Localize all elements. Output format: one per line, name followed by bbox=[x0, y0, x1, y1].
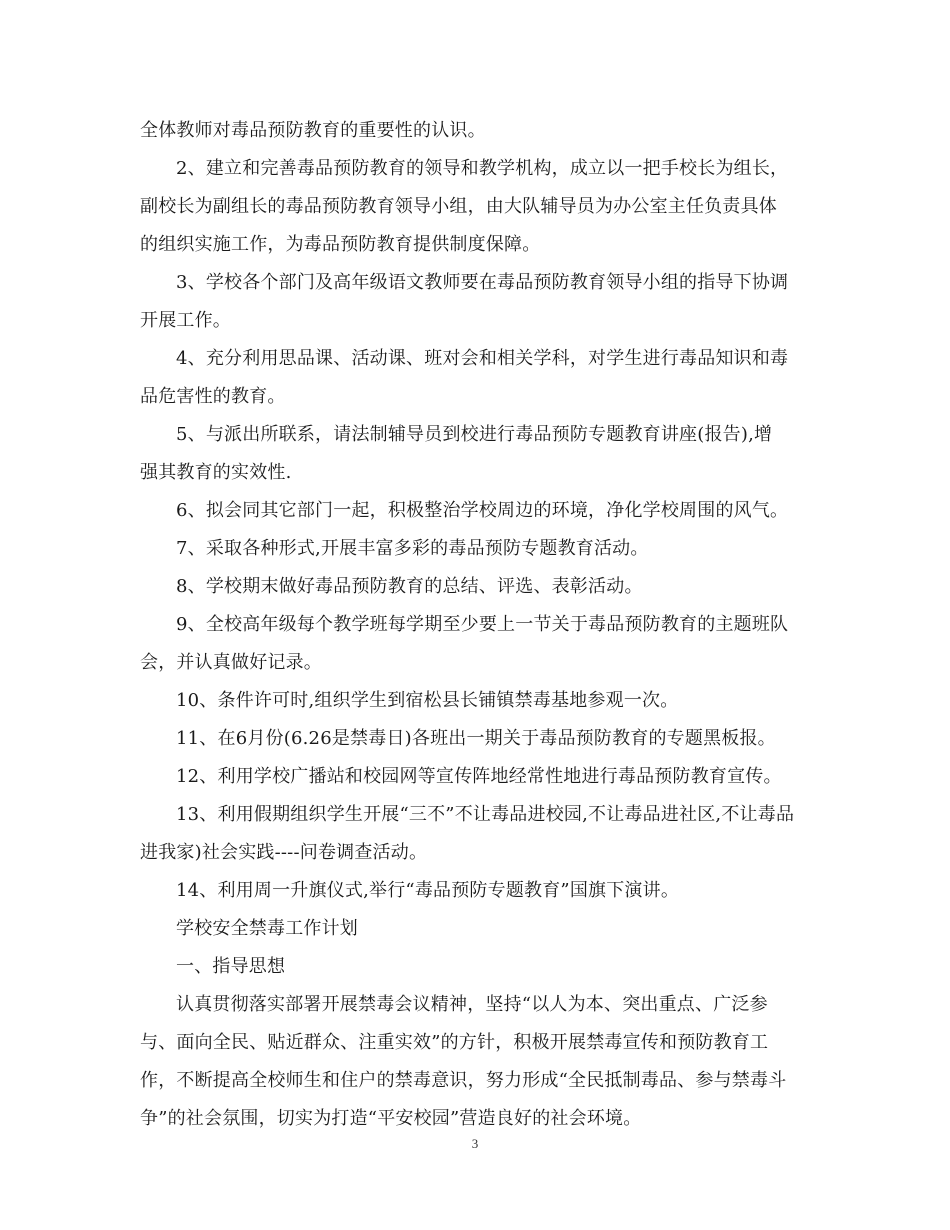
text-line: 学校安全禁毒工作计划 bbox=[176, 918, 358, 939]
text-line: 11、在6月份(6.26是禁毒日)各班出一期关于毒品预防教育的专题黑板报。 bbox=[176, 728, 776, 749]
page-number: 3 bbox=[471, 1136, 479, 1151]
text-line: 副校长为副组长的毒品预防教育领导小组，由大队辅导员为办公室主任负责具体 bbox=[140, 196, 777, 217]
text-line: 一、指导思想 bbox=[176, 956, 286, 977]
text-line: 认真贯彻落实部署开展禁毒会议精神，坚持“以人为本、突出重点、广泛参 bbox=[176, 994, 768, 1015]
text-line: 的组织实施工作，为毒品预防教育提供制度保障。 bbox=[140, 234, 541, 255]
text-line: 争”的社会氛围，切实为打造“平安校园”营造良好的社会环境。 bbox=[140, 1108, 642, 1129]
text-line: 全体教师对毒品预防教育的重要性的认识。 bbox=[140, 120, 486, 141]
text-line: 13、利用假期组织学生开展“三不”不让毒品进校园,不让毒品进社区,不让毒品 bbox=[176, 804, 795, 825]
text-line: 作，不断提高全校师生和住户的禁毒意识，努力形成“全民抵制毒品、参与禁毒斗 bbox=[140, 1070, 787, 1091]
text-line: 与、面向全民、贴近群众、注重实效”的方针，积极开展禁毒宣传和预防教育工 bbox=[140, 1032, 769, 1053]
text-line: 2、建立和完善毒品预防教育的领导和教学机构，成立以一把手校长为组长， bbox=[176, 158, 789, 179]
text-line: 9、全校高年级每个教学班每学期至少要上一节关于毒品预防教育的主题班队 bbox=[176, 614, 789, 635]
text-line: 品危害性的教育。 bbox=[140, 386, 286, 407]
text-line: 10、条件许可时,组织学生到宿松县长铺镇禁毒基地参观一次。 bbox=[176, 690, 679, 711]
text-line: 12、利用学校广播站和校园网等宣传阵地经常性地进行毒品预防教育宣传。 bbox=[176, 766, 782, 787]
text-line: 进我家)社会实践----问卷调查活动。 bbox=[140, 842, 428, 863]
text-line: 开展工作。 bbox=[140, 310, 231, 331]
text-line: 4、充分利用思品课、活动课、班对会和相关学科，对学生进行毒品知识和毒 bbox=[176, 348, 789, 369]
document-body bbox=[140, 112, 820, 1138]
text-line: 会，并认真做好记录。 bbox=[140, 652, 322, 673]
text-line: 3、学校各个部门及高年级语文教师要在毒品预防教育领导小组的指导下协调 bbox=[176, 272, 789, 293]
text-line: 强其教育的实效性. bbox=[140, 462, 292, 483]
text-line: 6、拟会同其它部门一起，积极整治学校周边的环境，净化学校周围的风气。 bbox=[176, 500, 789, 521]
text-line: 7、采取各种形式,开展丰富多彩的毒品预防专题教育活动。 bbox=[176, 538, 649, 559]
text-line: 5、与派出所联系，请法制辅导员到校进行毒品预防专题教育讲座(报告),增 bbox=[176, 424, 773, 445]
text-line: 14、利用周一升旗仪式,举行“毒品预防专题教育”国旗下演讲。 bbox=[176, 880, 680, 901]
text-line: 8、学校期末做好毒品预防教育的总结、评选、表彰活动。 bbox=[176, 576, 643, 597]
